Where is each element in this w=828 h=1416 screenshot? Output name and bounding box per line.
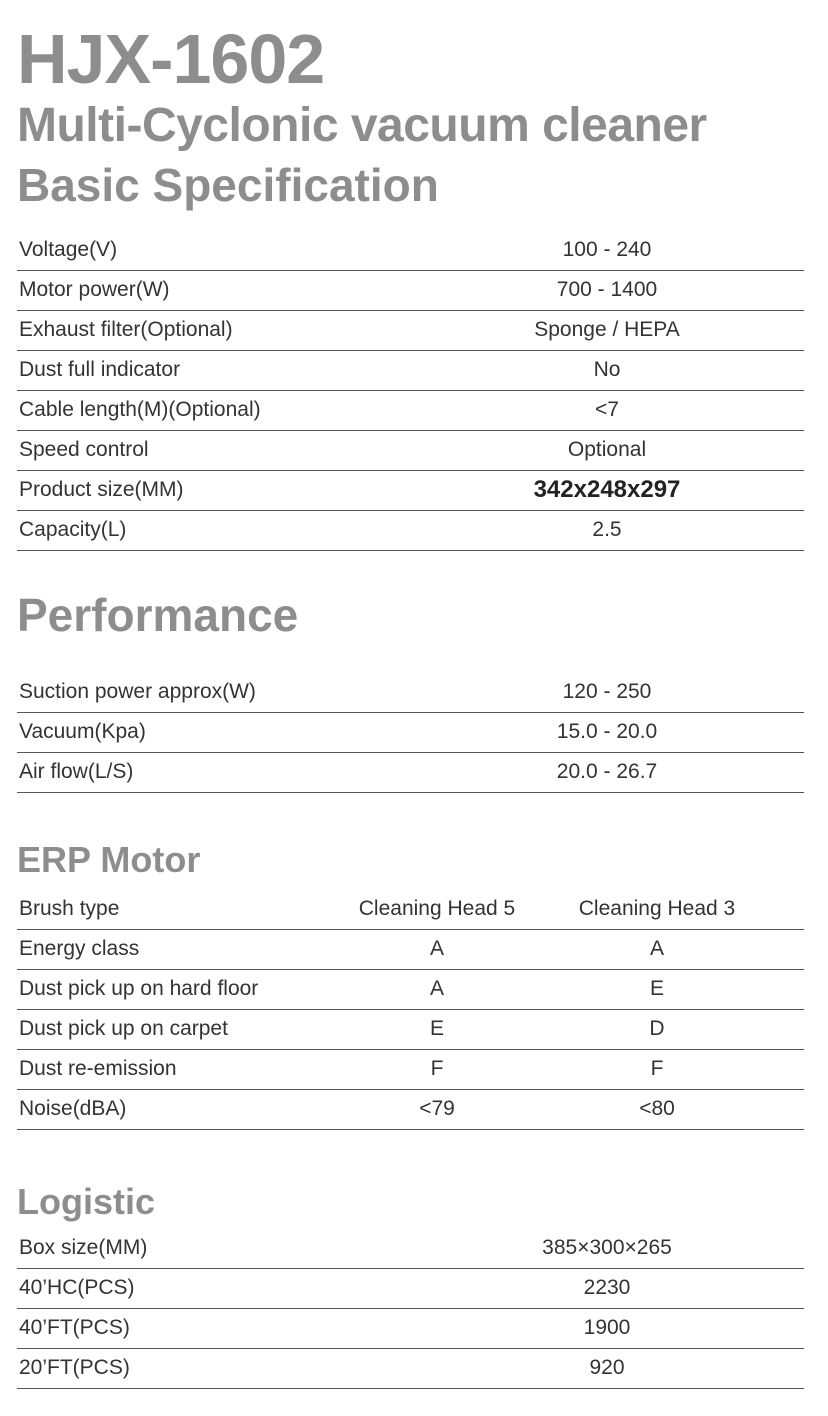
erp-row-re-emission (17, 1050, 804, 1090)
spec-value-col2: F (650, 1057, 664, 1080)
erp-motor-table (17, 890, 804, 1130)
spec-label: Capacity(L) (19, 518, 127, 541)
spec-value: <7 (595, 398, 619, 421)
spec-value-col1: F (430, 1057, 444, 1080)
perf-row-suction (17, 673, 804, 713)
spec-value: No (593, 358, 621, 381)
spec-value-col2: A (649, 937, 664, 960)
spec-value: 385×300×265 (542, 1236, 672, 1259)
spec-label: Dust full indicator (19, 358, 181, 381)
spec-value-col1: E (429, 1017, 444, 1040)
spec-label: Voltage(V) (19, 238, 118, 261)
spec-row-voltage (17, 231, 804, 271)
spec-label: Exhaust filter(Optional) (19, 318, 233, 341)
erp-motor-heading: ERP Motor (17, 839, 201, 880)
basic-spec-heading: Basic Specification (17, 159, 439, 211)
spec-label: Product size(MM) (19, 478, 184, 501)
spec-label: Dust pick up on carpet (19, 1017, 228, 1040)
spec-label: Box size(MM) (19, 1236, 148, 1259)
spec-value: 20.0 - 26.7 (556, 760, 658, 783)
erp-header-col2: Cleaning Head 3 (578, 897, 736, 920)
performance-heading: Performance (17, 589, 299, 641)
log-row-40ft (17, 1309, 804, 1349)
log-row-20ft (17, 1349, 804, 1389)
erp-header-label: Brush type (19, 897, 120, 920)
spec-value-col2: <80 (639, 1097, 675, 1120)
log-row-40hc (17, 1269, 804, 1309)
spec-row-speed-control (17, 431, 804, 471)
erp-row-carpet (17, 1010, 804, 1050)
model-title: HJX-1602 (17, 20, 325, 98)
spec-value-col2: E (649, 977, 664, 1000)
spec-label: 20’FT(PCS) (19, 1356, 130, 1379)
spec-label: Energy class (19, 937, 140, 960)
spec-label: Dust re-emission (19, 1057, 177, 1080)
spec-label: Dust pick up on hard floor (19, 977, 259, 1000)
erp-header-col1: Cleaning Head 5 (358, 897, 516, 920)
erp-row-energy-class (17, 930, 804, 970)
erp-row-hard-floor (17, 970, 804, 1010)
spec-value: 100 - 240 (562, 238, 652, 261)
spec-value: 1900 (583, 1316, 631, 1339)
logistic-table (17, 1229, 804, 1389)
spec-row-cable-length (17, 391, 804, 431)
erp-header-row (17, 890, 804, 930)
perf-row-air-flow (17, 753, 804, 793)
spec-value: 920 (589, 1356, 625, 1379)
spec-row-motor-power (17, 271, 804, 311)
spec-value: 700 - 1400 (556, 278, 658, 301)
logistic-heading: Logistic (17, 1181, 156, 1222)
product-subtitle: Multi-Cyclonic vacuum cleaner (17, 99, 707, 152)
spec-row-product-size (17, 471, 804, 511)
spec-value: Sponge / HEPA (534, 318, 680, 341)
spec-value: 120 - 250 (562, 680, 652, 703)
spec-value: 2.5 (592, 518, 622, 541)
spec-value-col1: A (429, 937, 444, 960)
perf-row-vacuum (17, 713, 804, 753)
performance-table (17, 673, 804, 793)
spec-row-dust-indicator (17, 351, 804, 391)
spec-label: 40’FT(PCS) (19, 1316, 130, 1339)
spec-value-col1: A (429, 977, 444, 1000)
spec-value: 2230 (583, 1276, 631, 1299)
spec-value: Optional (567, 438, 647, 461)
spec-label: 40’HC(PCS) (19, 1276, 135, 1299)
spec-row-capacity (17, 511, 804, 551)
spec-value: 15.0 - 20.0 (556, 720, 658, 743)
basic-spec-table (17, 231, 804, 551)
spec-label: Cable length(M)(Optional) (19, 398, 261, 421)
spec-label: Motor power(W) (19, 278, 170, 301)
spec-value: 342x248x297 (533, 476, 681, 503)
spec-label: Noise(dBA) (19, 1097, 127, 1120)
spec-value-col2: D (649, 1017, 665, 1040)
spec-label: Air flow(L/S) (19, 760, 134, 783)
log-row-box-size (17, 1229, 804, 1269)
spec-value-col1: <79 (419, 1097, 455, 1120)
spec-label: Speed control (19, 438, 149, 461)
spec-row-exhaust-filter (17, 311, 804, 351)
erp-row-noise (17, 1090, 804, 1130)
spec-label: Vacuum(Kpa) (19, 720, 146, 743)
spec-label: Suction power approx(W) (19, 680, 256, 703)
